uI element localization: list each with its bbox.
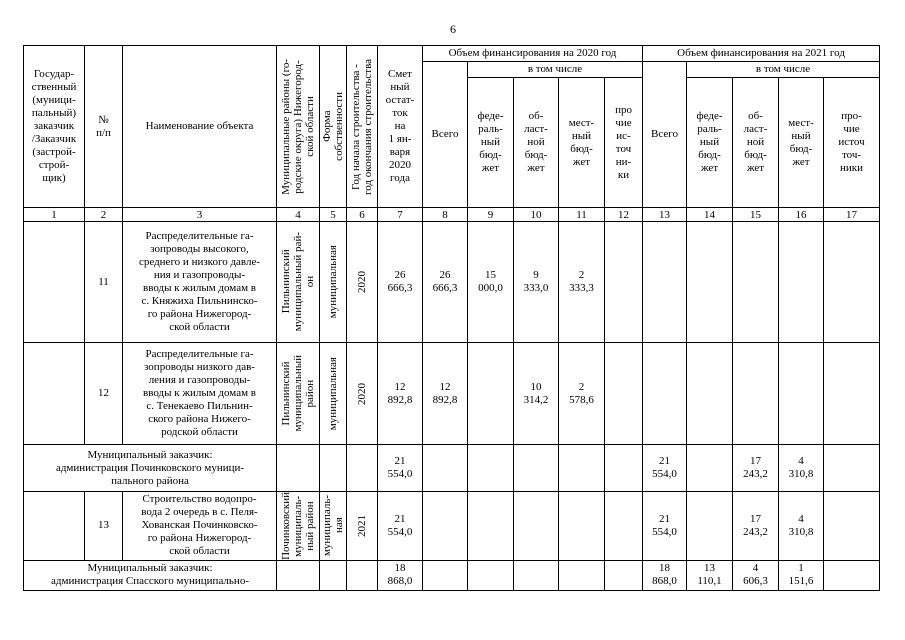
column-number: 10 [514,208,559,222]
header-total-2021: Всего [643,62,687,208]
finance-cell-r20 [514,445,559,492]
year-cell [347,222,378,343]
header-years [347,46,378,208]
column-number: 13 [643,208,687,222]
header-ownership [320,46,347,208]
row-number: 11 [85,222,123,343]
estimate-cell: 26 666,3 [378,222,423,343]
header-federal-2020: феде- раль- ный бюд- жет [468,78,514,208]
finance-cell-r20: 9 333,0 [514,222,559,343]
customer-cell [24,222,85,343]
row-number: 12 [85,343,123,445]
district-wrap [278,232,318,331]
year-wrap [348,271,376,293]
ownership-wrap [321,495,345,556]
object-name: Распределительные га- зопроводы низкого дав- ления и газопроводы- вводы к жилым домам в с. Тенекаево Пильнин- ского района Нижего- родской области [123,343,277,445]
header-estimate: Смет ный остат- ток на 1 ян- варя 2020 года [378,46,423,208]
finance-cell-f20 [468,560,514,590]
header-num: № п/п [85,46,123,208]
estimate-cell: 12 892,8 [378,343,423,445]
district-cell [277,560,320,590]
column-number: 9 [468,208,514,222]
finance-cell-r20 [514,560,559,590]
district-cell [277,343,320,445]
finance-cell-r20: 10 314,2 [514,343,559,445]
finance-cell-f20: 15 000,0 [468,222,514,343]
column-number: 3 [123,208,277,222]
finance-cell-r21 [733,343,779,445]
year-cell [347,343,378,445]
finance-cell-t21 [643,222,687,343]
finance-cell-l20 [559,560,605,590]
finance-cell-r20 [514,492,559,561]
customer-cell [24,492,85,561]
column-number: 1 [24,208,85,222]
column-number: 8 [423,208,468,222]
year-text: 2020 [356,382,368,405]
finance-cell-l20: 2 578,6 [559,343,605,445]
header-other-2020: про чие ис- точ ни- ки [605,78,643,208]
estimate-cell: 21 554,0 [378,445,423,492]
ownership-text: муниципаль- ная [321,495,345,557]
header-other-2021: про- чие источ точ- ники [824,78,880,208]
object-row [24,222,880,343]
finance-cell-o20 [605,222,643,343]
row-number: 13 [85,492,123,561]
finance-cell-f21 [687,222,733,343]
column-number: 14 [687,208,733,222]
finance-cell-f21 [687,492,733,561]
finance-cell-f21: 13 110,1 [687,560,733,590]
finance-cell-o21 [824,222,880,343]
column-number: 2 [85,208,123,222]
finance-cell-l20 [559,492,605,561]
customer-cell [24,343,85,445]
finance-cell-l21: 4 310,8 [779,445,824,492]
page-number: 6 [450,22,456,36]
finance-cell-o21 [824,492,880,561]
finance-cell-o21 [824,343,880,445]
finance-cell-o20 [605,343,643,445]
column-number: 11 [559,208,605,222]
finance-cell-t20 [423,560,468,590]
object-name: Строительство водопро- вода 2 очередь в с. Пеля- Хованская Починковско- го района Нижегород- ской области [123,492,277,561]
finance-cell-o21 [824,560,880,590]
ownership-cell [320,492,347,561]
finance-cell-t20: 26 666,3 [423,222,468,343]
year-wrap [348,515,376,537]
header-object-name: Наименование объекта [123,46,277,208]
header-district-text: Муниципальные районы (го- родские округа) Нижегород- ской области [280,58,316,195]
municipal-customer-label: Муниципальный заказчик: администрация Починковского муници- пального района [24,445,277,492]
column-number: 5 [320,208,347,222]
estimate-cell: 21 554,0 [378,492,423,561]
district-cell [277,445,320,492]
finance-cell-l21 [779,343,824,445]
header-customer: Государ- ственный (муници- пальный) заказчик /Заказчик (застрой- строй- щик) [24,46,85,208]
year-wrap [348,383,376,405]
ownership-cell [320,560,347,590]
finance-cell-f21 [687,343,733,445]
finance-cell-r21: 17 243,2 [733,492,779,561]
header-federal-2021: феде- раль- ный бюд- жет [687,78,733,208]
header-local-2021: мест- ный бюд- жет [779,78,824,208]
column-number: 15 [733,208,779,222]
district-cell [277,222,320,343]
ownership-cell [320,222,347,343]
header-district [277,46,320,208]
finance-cell-f20 [468,492,514,561]
table-body [24,46,880,591]
municipal-customer-label: Муниципальный заказчик: администрация Спасского муниципально- [24,560,277,590]
header-total-2020: Всего [423,62,468,208]
ownership-cell [320,445,347,492]
ownership-wrap [321,357,345,430]
header-incl-2020: в том числе [468,62,643,78]
district-wrap [278,355,318,432]
year-cell [347,445,378,492]
year-cell [347,492,378,561]
finance-cell-o20 [605,445,643,492]
finance-cell-l20 [559,445,605,492]
finance-cell-r21: 4 606,3 [733,560,779,590]
column-number: 6 [347,208,378,222]
finance-cell-l21 [779,222,824,343]
column-number: 4 [277,208,320,222]
finance-cell-l21: 1 151,6 [779,560,824,590]
district-text: Починковский муниципаль- ный район [280,492,316,560]
header-regional-2021: об- ласт- ной бюд- жет [733,78,779,208]
district-wrap [278,492,318,560]
finance-cell-r21 [733,222,779,343]
customer-row [24,560,880,590]
finance-cell-t20: 12 892,8 [423,343,468,445]
finance-cell-r21: 17 243,2 [733,445,779,492]
header-regional-2020: об- ласт- ной бюд- жет [514,78,559,208]
object-name: Распределительные га- зопроводы высокого, среднего и низкого давле- ния и газопроводы- вводы к жилым домам в с. Княжиха Пильнинско- го района Нижегород- ской области [123,222,277,343]
header-years-text: Год начала строительства - год окончания строительства [350,58,374,195]
district-text: Пильнинский муниципальный район [280,355,316,432]
header-ownership-text: Форма собственности [321,92,345,161]
finance-cell-t20 [423,492,468,561]
finance-cell-t20 [423,445,468,492]
year-cell [347,560,378,590]
district-text: Пильнинский муниципальный рай- он [280,232,316,332]
finance-cell-f20 [468,445,514,492]
finance-cell-l20: 2 333,3 [559,222,605,343]
estimate-cell: 18 868,0 [378,560,423,590]
finance-cell-f21 [687,445,733,492]
finance-cell-o20 [605,492,643,561]
ownership-cell [320,343,347,445]
column-number: 16 [779,208,824,222]
district-cell [277,492,320,561]
object-row [24,492,880,561]
header-fin-2021: Объем финансирования на 2021 год [643,46,880,62]
header-local-2020: мест- ный бюд- жет [559,78,605,208]
ownership-text: муниципальная [327,356,339,431]
object-row [24,343,880,445]
finance-cell-l21: 4 310,8 [779,492,824,561]
finance-cell-t21: 21 554,0 [643,492,687,561]
column-number: 12 [605,208,643,222]
header-fin-2020: Объем финансирования на 2020 год [423,46,643,62]
financing-table [23,45,880,591]
column-number: 17 [824,208,880,222]
year-text: 2020 [356,271,368,293]
finance-cell-o20 [605,560,643,590]
header-incl-2021: в том числе [687,62,880,78]
finance-cell-t21 [643,343,687,445]
ownership-text: муниципальная [327,245,339,319]
finance-cell-f20 [468,343,514,445]
finance-cell-o21 [824,445,880,492]
column-number: 7 [378,208,423,222]
column-number-row [24,208,880,222]
finance-cell-t21: 18 868,0 [643,560,687,590]
ownership-wrap [321,245,345,318]
year-text: 2021 [356,514,368,537]
customer-row [24,445,880,492]
finance-cell-t21: 21 554,0 [643,445,687,492]
